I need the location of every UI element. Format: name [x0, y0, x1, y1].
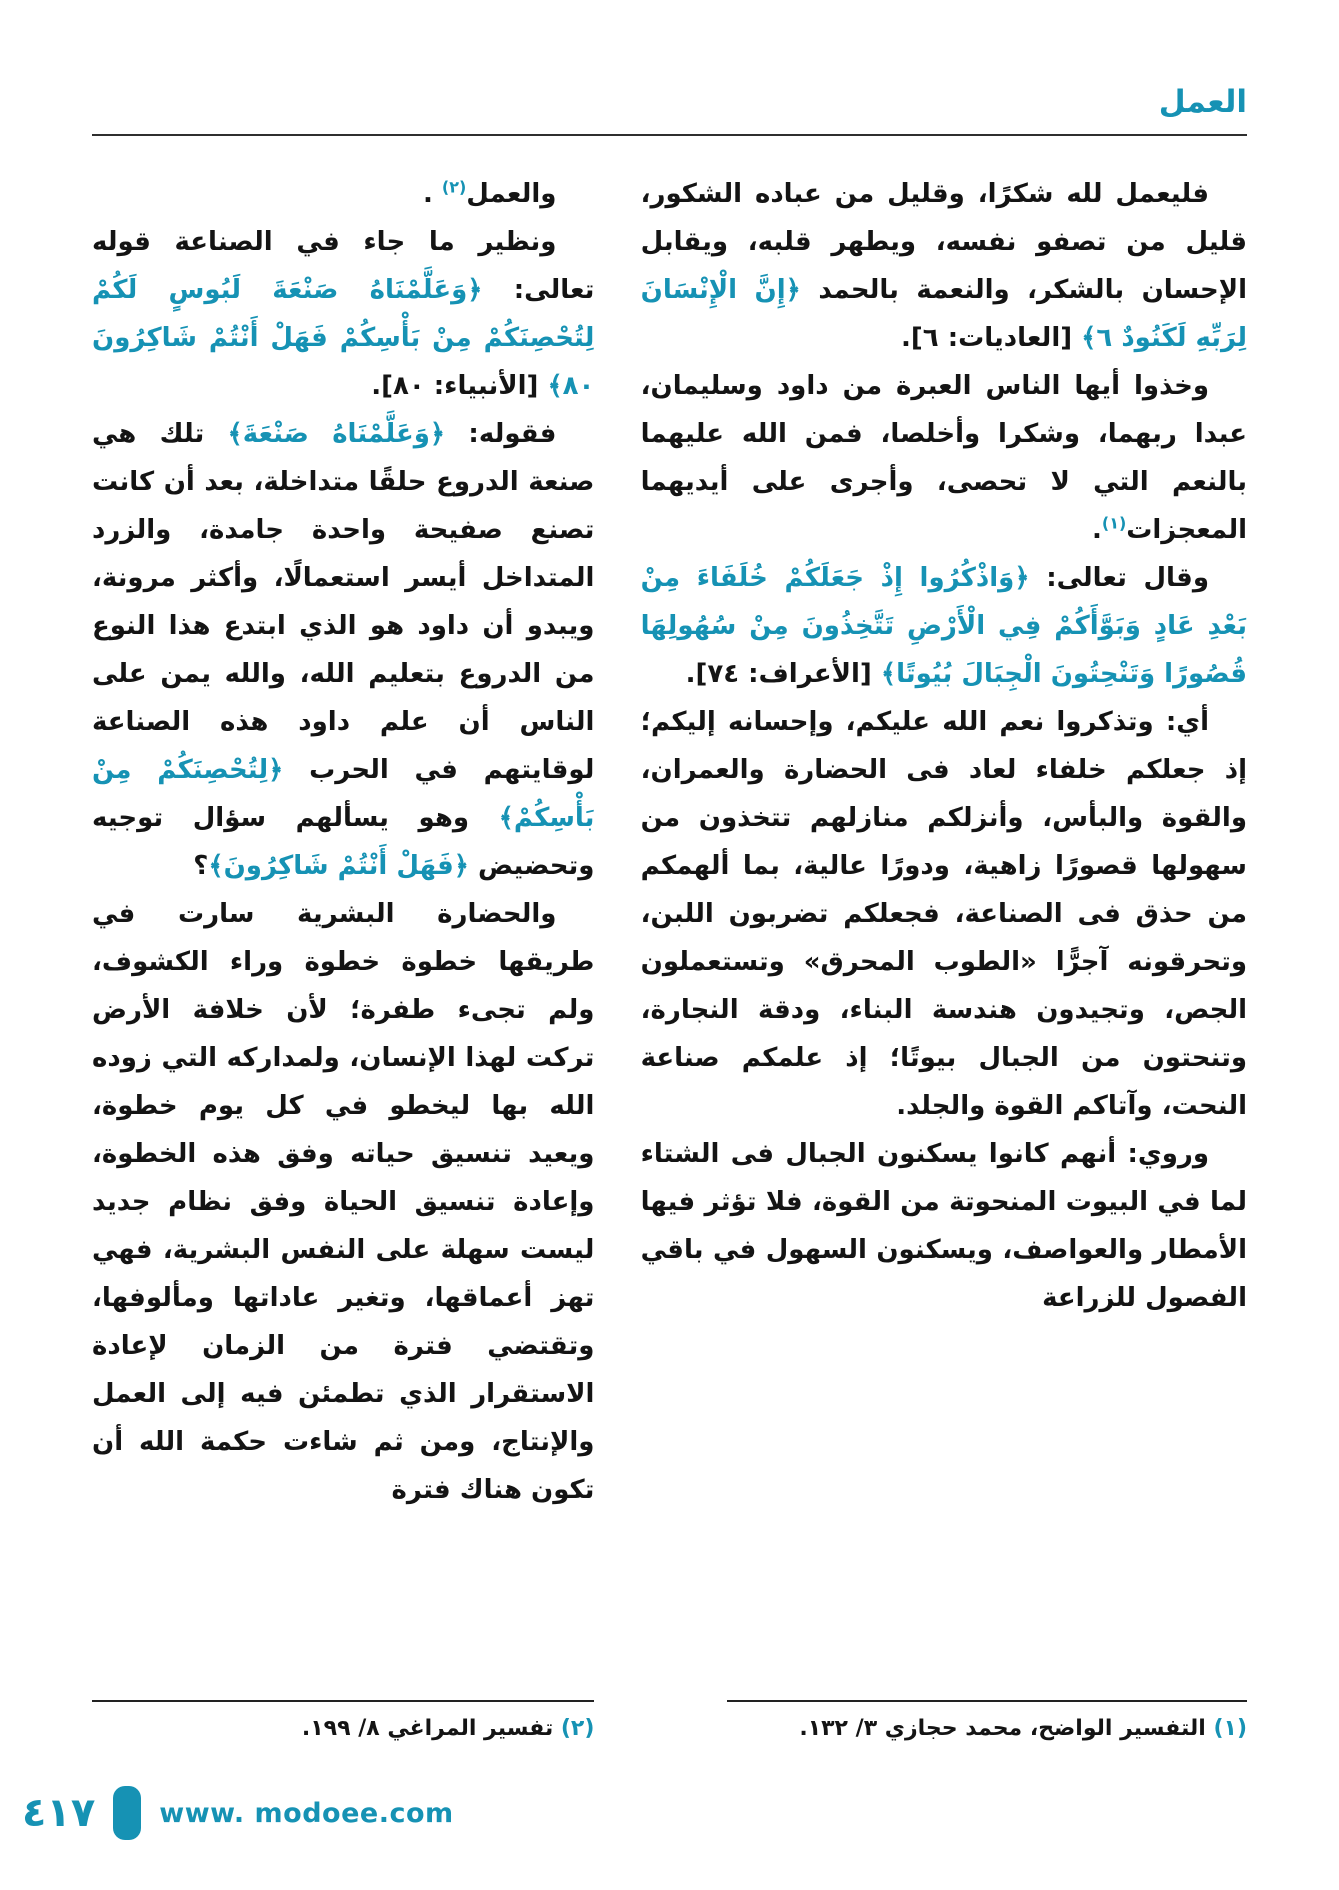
column-right: [641, 170, 1247, 1514]
paragraph: [641, 362, 1247, 554]
paragraph: [641, 554, 1247, 698]
body-text: والحضارة البشرية سارت في طريقها خطوة خطوة وراء الكشوف، ولم تجىء طفرة؛ لأن خلافة الأرض تركت لهذا الإنسان، ولمداركه التي زوده الله بها ليخطو في كل يوم خطوة، ويعيد تنسيق حياته وفق هذه الخطوة، وإعادة تنسيق الحياة وفق نظام جديد ليست سهلة على النفس البشرية، فهي تهز أعماقها، وتغير عاداتها ومألوفها، وتقتضي فترة من الزمان لإعادة الاستقرار الذي تطمئن فيه إلى العمل والإنتاج، ومن ثم شاءت حكمة الله أن تكون هناك فترة: [92, 899, 595, 1505]
footnote-marker: (١): [1101, 513, 1127, 533]
body-text: وخذوا أيها الناس العبرة من داود وسليمان، عبدا ربهما، وشكرا وأخلصا، فمن الله عليهما بالنعم التي لا تحصى، وأجرى على أيديهما المعجزات: [640, 371, 1247, 545]
divider-pill: [113, 1786, 141, 1840]
body-text: تلك هي صنعة الدروع حلقًا متداخلة، بعد أن كانت تصنع صفيحة واحدة جامدة، والزرد المتداخل أيسر استعمالًا، وأكثر مرونة، ويبدو أن داود هو الذي ابتدع هذا النوع من الدروع بتعليم الله، والله يمن على الناس أن علم داود هذه الصناعة لوقايتهم في الحرب: [92, 419, 595, 785]
paragraph: [92, 410, 594, 890]
quran-verse: ﴿لِتُحْصِنَكُمْ مِنْ بَأْسِكُمْ﴾: [92, 755, 595, 833]
footnote: [727, 1700, 1247, 1741]
paragraph: [641, 698, 1247, 1130]
body-text: فقوله:: [445, 419, 557, 449]
body-text: والعمل: [466, 179, 557, 209]
paragraph: [92, 170, 594, 218]
verse-reference: [العاديات: ٦].: [901, 323, 1082, 353]
body-text: أي: وتذكروا نعم الله عليكم، وإحسانه إليكم؛ إذ جعلكم خلفاء لعاد فى الحضارة والعمران، والقوة والبأس، وأنزلكم منازلهم تتخذون من سهولها قصورًا زاهية، ودورًا عالية، بما ألهمكم من حذق فى الصناعة، فجعلكم تضربون اللبن، وتحرقونه آجرًّا «الطوب المحرق» وتستعملون الجص، وتجيدون هندسة البناء، ودقة النجارة، وتنحتون من الجبال بيوتًا؛ إذ علمكم صناعة النحت، وآتاكم القوة والجلد.: [640, 707, 1247, 1121]
body-text: .: [1091, 515, 1102, 545]
chapter-title: العمل: [1158, 84, 1247, 120]
body-text: وهو يسألهم سؤال توجيه وتحضيض: [92, 803, 595, 881]
paragraph: [92, 218, 594, 410]
quran-verse: ﴿وَعَلَّمْنَاهُ صَنْعَةَ﴾: [227, 419, 446, 449]
body-text: ونظير ما جاء في الصناعة قوله تعالى:: [92, 227, 595, 305]
footnote-number: (٢): [553, 1716, 595, 1741]
body-text: فليعمل لله شكرًا، وقليل من عباده الشكور، قليل من تصفو نفسه، ويطهر قلبه، ويقابل الإحسان بالشكر، والنعمة بالحمد: [640, 179, 1247, 305]
paragraph: [641, 170, 1247, 362]
paragraph: [92, 890, 594, 1514]
footnote-marker: (٢): [441, 177, 467, 197]
quran-verse: ﴿إِنَّ الْإِنْسَانَ لِرَبِّهِ لَكَنُودٌ ٦﴾: [640, 275, 1247, 353]
text-columns: [0, 136, 1339, 1514]
page-header: [0, 0, 1339, 120]
page-number: ٤١٧: [22, 1790, 96, 1836]
footnote-number: (١): [1205, 1716, 1247, 1741]
footnote-text: التفسير الواضح، محمد حجازي ٣/ ١٣٢.: [799, 1716, 1206, 1741]
column-left: [92, 170, 594, 1514]
body-text: .: [422, 179, 442, 209]
quran-verse: ﴿وَاذْكُرُوا إِذْ جَعَلَكُمْ خُلَفَاءَ مِنْ بَعْدِ عَادٍ وَبَوَّأَكُمْ فِي الْأَرْضِ تَتَّخِذُونَ مِنْ سُهُولِهَا قُصُورًا وَتَنْحِتُونَ الْجِبَالَ بُيُوتًا﴾: [640, 563, 1247, 689]
website-url: www. modoee.com: [159, 1797, 454, 1829]
body-text: وروي: أنهم كانوا يسكنون الجبال فى الشتاء لما في البيوت المنحوتة من القوة، فلا تؤثر فيها الأمطار والعواصف، ويسكنون السهول في باقي الفصول للزراعة: [640, 1139, 1247, 1313]
footnotes: [92, 1700, 1247, 1741]
footnote: [92, 1700, 594, 1741]
verse-reference: [الأعراف: ٧٤].: [685, 659, 881, 689]
footnote-text: تفسير المراغي ٨/ ١٩٩.: [301, 1716, 554, 1741]
paragraph: [641, 1130, 1247, 1322]
body-text: ؟: [193, 851, 209, 881]
quran-verse: ﴿وَعَلَّمْنَاهُ صَنْعَةَ لَبُوسٍ لَكُمْ لِتُحْصِنَكُمْ مِنْ بَأْسِكُمْ فَهَلْ أَنْتُمْ شَاكِرُونَ ٨٠﴾: [92, 275, 595, 401]
body-text: وقال تعالى:: [1029, 563, 1209, 593]
verse-reference: [الأنبياء: ٨٠].: [371, 371, 548, 401]
page-footer: [22, 1786, 454, 1840]
quran-verse: ﴿فَهَلْ أَنْتُمْ شَاكِرُونَ﴾: [208, 851, 469, 881]
